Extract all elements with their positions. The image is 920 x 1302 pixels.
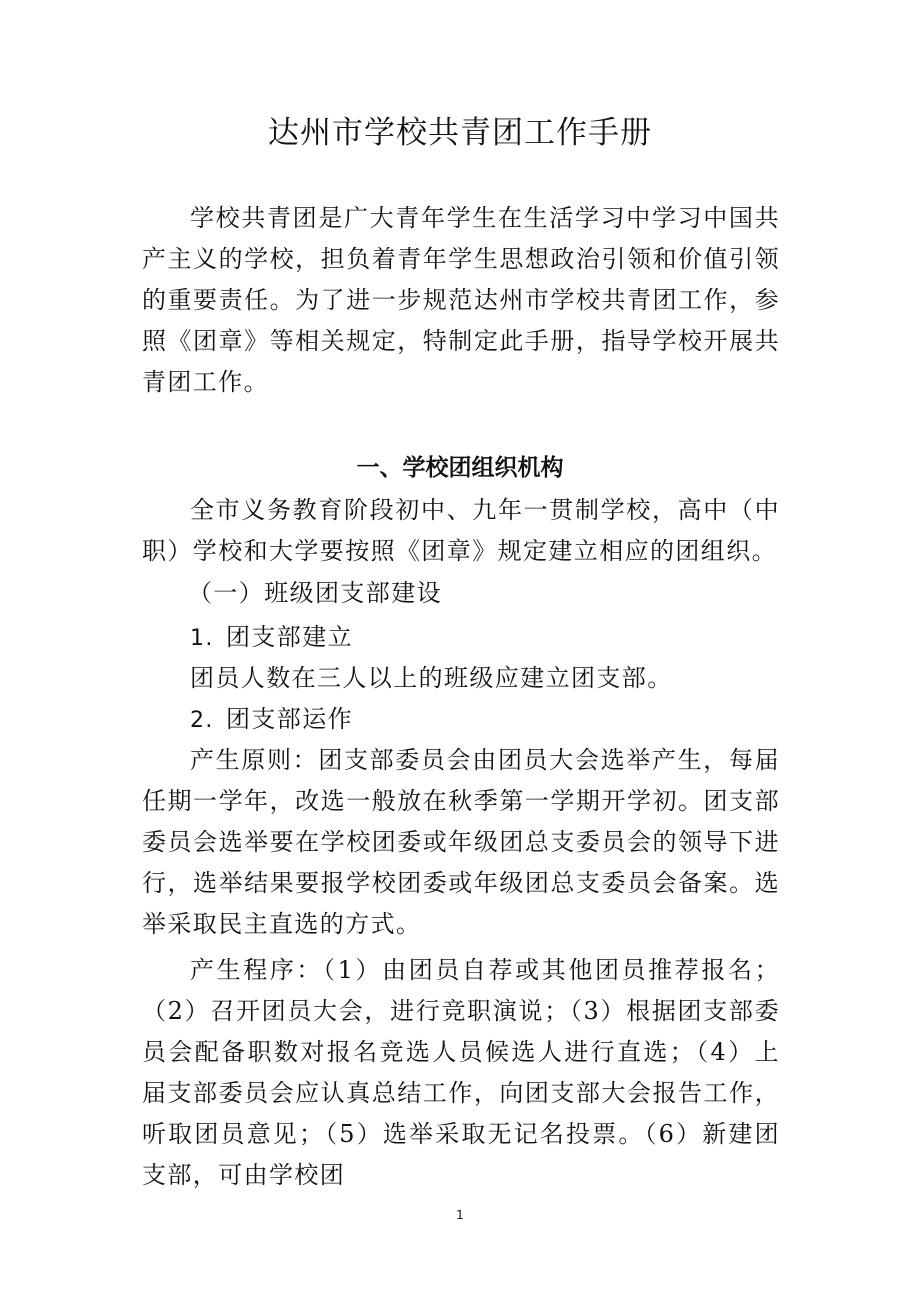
document-title: 达州市学校共青团工作手册 (268, 115, 652, 151)
list-item-2 (190, 699, 353, 741)
list-item-1-text: 团员人数在三人以上的班级应建立团支部。 (190, 664, 673, 692)
list-item-1 (190, 617, 353, 659)
section-intro-paragraph: 全市义务教育阶段初中、九年一贯制学校，高中（中职）学校和大学要按照《团章》规定建立相应的团组织。 (142, 496, 780, 565)
list-item-2-number: 2. (190, 708, 214, 733)
subsection-heading: （一）班级团支部建设 (188, 579, 442, 607)
list-item-1-label: 团支部建立 (226, 623, 353, 651)
list-item-1-number: 1. (190, 626, 214, 651)
section-heading: 一、学校团组织机构 (356, 455, 564, 481)
principle-paragraph: 产生原则：团支部委员会由团员大会选举产生，每届任期一学年，改选一般放在秋季第一学期开学初。团支部委员会选举要在学校团委或年级团总支委员会的领导下进行，选举结果要报学校团委或年级团总支委员会备案。选举采取民主直选的方式。 (142, 746, 780, 938)
list-item-2-label: 团支部运作 (226, 705, 353, 733)
procedure-paragraph: 产生程序：（1）由团员自荐或其他团员推荐报名；（2）召开团员大会，进行竞职演说；（3）根据团支部委员会配备职数对报名竞选人员候选人进行直选；（4）上届支部委员会应认真总结工作，向团支部大会报告工作，听取团员意见；（5）选举采取无记名投票。（6）新建团支部，可由学校团 (142, 956, 780, 1189)
page-number: 1 (456, 1208, 464, 1222)
intro-paragraph: 学校共青团是广大青年学生在生活学习中学习中国共产主义的学校，担负着青年学生思想政治引领和价值引领的重要责任。为了进一步规范达州市学校共青团工作，参照《团章》等相关规定，特制定此手册，指导学校开展共青团工作。 (142, 204, 780, 396)
